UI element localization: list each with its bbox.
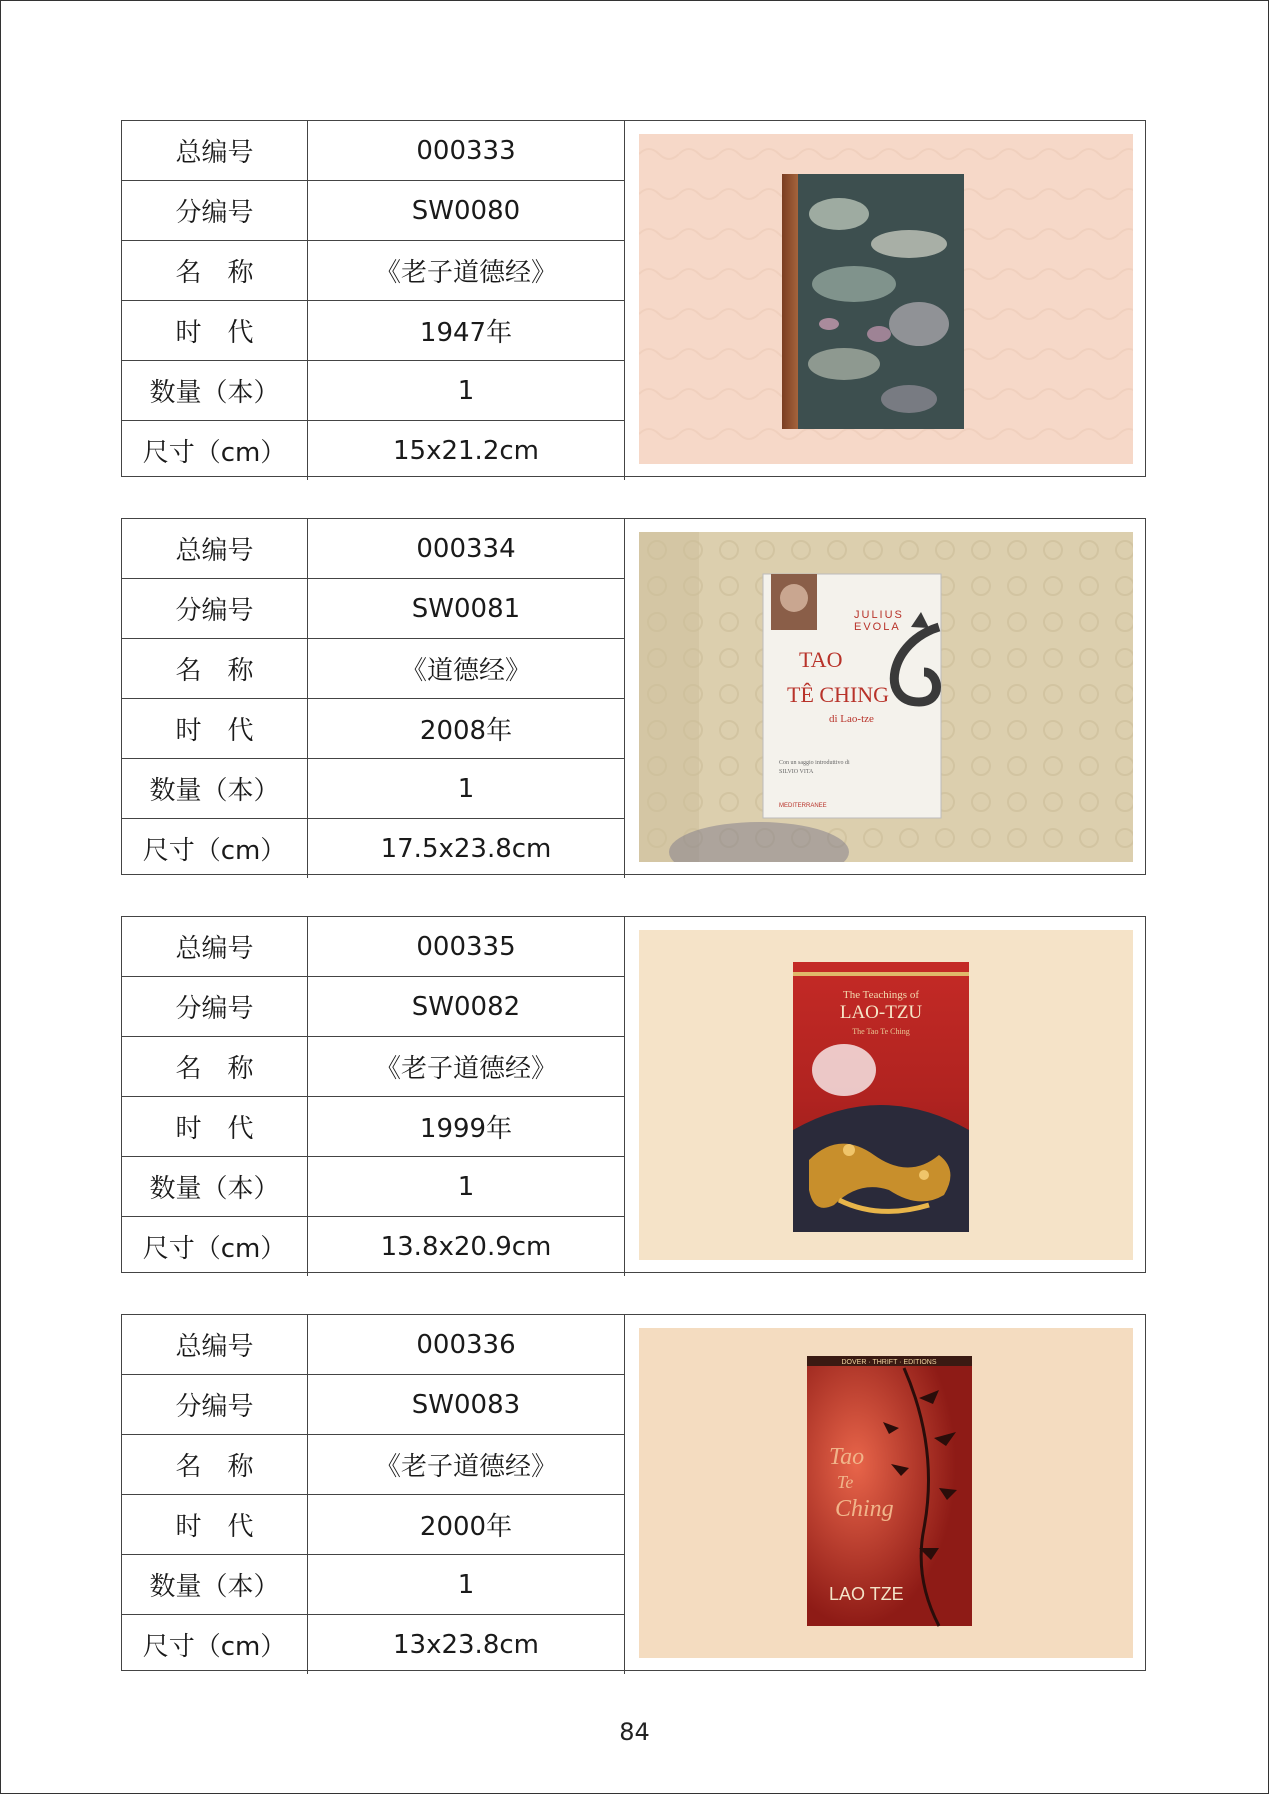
book-photo-dragon-cover [639, 930, 1133, 1260]
book-photo-marbled-cover [639, 134, 1133, 464]
cover-text: The Tao Te Ching [852, 1027, 910, 1036]
cover-text: TAO [799, 647, 843, 672]
page-number: 84 [619, 1718, 650, 1746]
field-label: 时 代 [122, 1495, 308, 1555]
field-value: 000335 [308, 917, 625, 977]
field-label: 名 称 [122, 241, 308, 301]
cover-text: LAO TZE [829, 1584, 904, 1604]
field-value: 000333 [308, 121, 625, 181]
field-label: 总编号 [122, 917, 308, 977]
field-value: 2000年 [308, 1495, 625, 1555]
field-value: 1 [308, 1555, 625, 1615]
table-row [122, 181, 625, 241]
table-row [122, 699, 625, 759]
catalog-record [121, 916, 1146, 1273]
photo-cell [624, 1315, 1145, 1669]
table-row [122, 1217, 625, 1277]
field-value: SW0081 [308, 579, 625, 639]
field-label: 分编号 [122, 579, 308, 639]
table-row [122, 1157, 625, 1217]
book-photo-evola-cover [639, 532, 1133, 862]
field-value: 17.5x23.8cm [308, 819, 625, 879]
record-table [122, 121, 625, 480]
cover-text: Te [837, 1472, 854, 1492]
cover-text: DOVER · THRIFT · EDITIONS [841, 1359, 937, 1366]
table-row [122, 917, 625, 977]
field-value: SW0080 [308, 181, 625, 241]
table-row [122, 121, 625, 181]
table-row [122, 421, 625, 481]
field-label: 数量（本） [122, 361, 308, 421]
field-label: 总编号 [122, 519, 308, 579]
cover-text: TÊ CHING [787, 682, 890, 707]
book-photo [639, 930, 1133, 1260]
field-value: 1 [308, 1157, 625, 1217]
field-label: 时 代 [122, 1097, 308, 1157]
table-row [122, 519, 625, 579]
book-photo [639, 134, 1133, 464]
cover-text: Con un saggio introduttivo di [779, 760, 850, 766]
table-row [122, 1097, 625, 1157]
field-value: SW0083 [308, 1375, 625, 1435]
cover-text: MEDITERRANEE [779, 803, 827, 809]
table-row [122, 361, 625, 421]
book-photo [639, 532, 1133, 862]
photo-cell [624, 121, 1145, 475]
table-row [122, 1555, 625, 1615]
table-row [122, 1495, 625, 1555]
field-label: 名 称 [122, 639, 308, 699]
cover-text: di Lao-tze [829, 713, 874, 725]
table-row [122, 1435, 625, 1495]
field-value: SW0082 [308, 977, 625, 1037]
field-value: 《老子道德经》 [308, 1435, 625, 1495]
cover-text: Ching [835, 1496, 894, 1522]
field-value: 1 [308, 361, 625, 421]
cover-text: JULIUS [854, 609, 904, 621]
field-value: 13x23.8cm [308, 1615, 625, 1675]
field-label: 数量（本） [122, 759, 308, 819]
field-label: 数量（本） [122, 1555, 308, 1615]
field-label: 时 代 [122, 301, 308, 361]
field-value: 15x21.2cm [308, 421, 625, 481]
table-row [122, 759, 625, 819]
catalog-record [121, 1314, 1146, 1671]
table-row [122, 819, 625, 879]
field-label: 名 称 [122, 1037, 308, 1097]
table-row [122, 1315, 625, 1375]
table-row [122, 977, 625, 1037]
field-label: 总编号 [122, 1315, 308, 1375]
cover-text: EVOLA [854, 621, 901, 633]
field-label: 分编号 [122, 181, 308, 241]
table-row [122, 1615, 625, 1675]
field-label: 尺寸（cm） [122, 421, 308, 481]
field-value: 000334 [308, 519, 625, 579]
book-photo-dover-cover [639, 1328, 1133, 1658]
cover-text: LAO-TZU [839, 1002, 923, 1023]
field-value: 2008年 [308, 699, 625, 759]
table-row [122, 241, 625, 301]
field-label: 数量（本） [122, 1157, 308, 1217]
record-table [122, 1315, 625, 1674]
record-table [122, 917, 625, 1276]
field-label: 尺寸（cm） [122, 819, 308, 879]
cover-text: The Teachings of [842, 989, 920, 1001]
field-label: 名 称 [122, 1435, 308, 1495]
catalog-record [121, 518, 1146, 875]
field-value: 1947年 [308, 301, 625, 361]
field-label: 总编号 [122, 121, 308, 181]
field-label: 时 代 [122, 699, 308, 759]
record-table [122, 519, 625, 878]
field-value: 000336 [308, 1315, 625, 1375]
table-row [122, 1037, 625, 1097]
field-value: 《道德经》 [308, 639, 625, 699]
table-row [122, 1375, 625, 1435]
field-value: 1 [308, 759, 625, 819]
table-row [122, 639, 625, 699]
photo-cell [624, 519, 1145, 873]
field-label: 尺寸（cm） [122, 1615, 308, 1675]
cover-text: Tao [829, 1444, 865, 1470]
field-value: 13.8x20.9cm [308, 1217, 625, 1277]
field-value: 《老子道德经》 [308, 241, 625, 301]
photo-cell [624, 917, 1145, 1271]
cover-text: SILVIO VITA [779, 769, 814, 775]
field-label: 尺寸（cm） [122, 1217, 308, 1277]
field-value: 1999年 [308, 1097, 625, 1157]
catalog-record [121, 120, 1146, 477]
book-photo [639, 1328, 1133, 1658]
field-label: 分编号 [122, 977, 308, 1037]
field-label: 分编号 [122, 1375, 308, 1435]
field-value: 《老子道德经》 [308, 1037, 625, 1097]
table-row [122, 579, 625, 639]
table-row [122, 301, 625, 361]
